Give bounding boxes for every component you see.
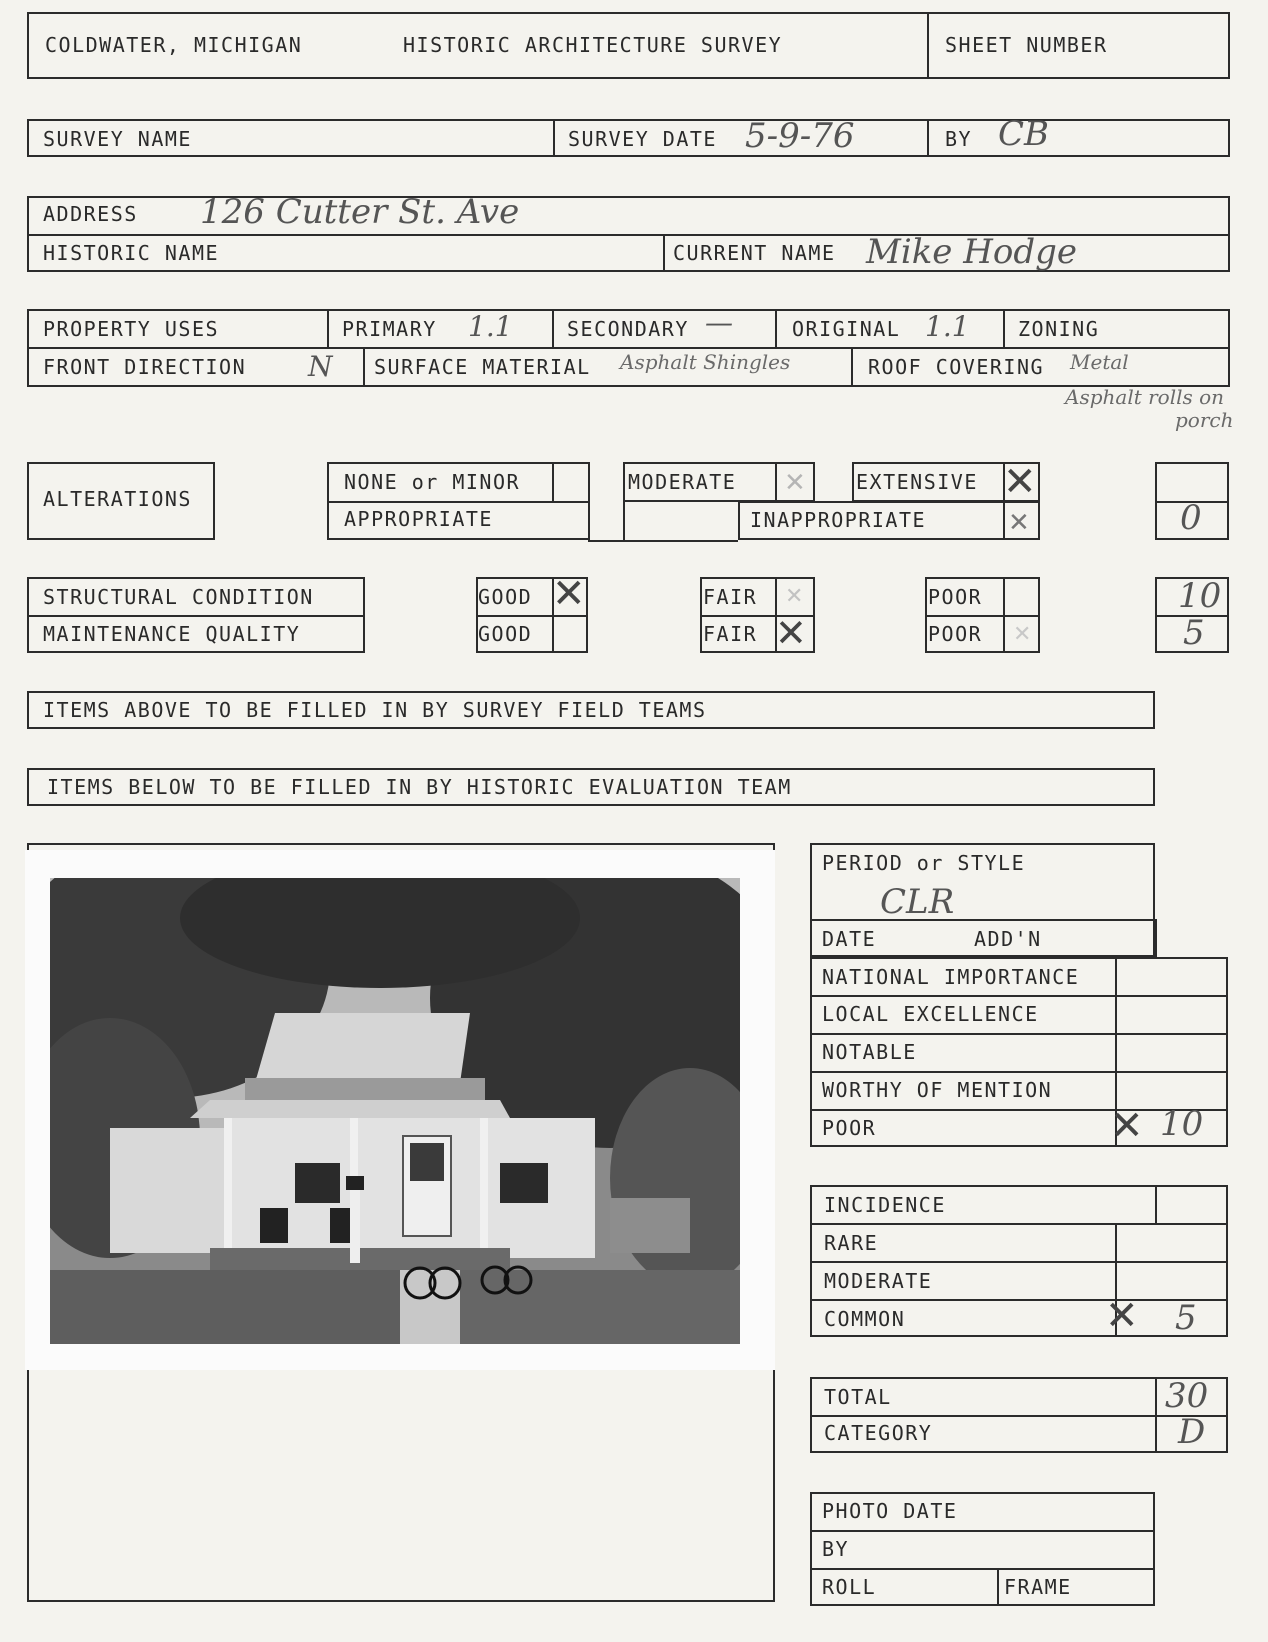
moderate-label: MODERATE: [628, 470, 737, 494]
extensive-check: ✕: [1003, 459, 1037, 505]
primary-label: PRIMARY: [342, 317, 437, 341]
survey-date-value: 5-9-76: [745, 116, 855, 156]
eval-poor-score: 10: [1160, 1104, 1204, 1144]
items-below-note: ITEMS BELOW TO BE FILLED IN BY HISTORIC EVALUATION TEAM: [47, 775, 792, 799]
total-label: TOTAL: [824, 1385, 892, 1409]
alterations-label: ALTERATIONS: [43, 487, 192, 511]
maintenance-good-label: GOOD: [478, 622, 533, 646]
historic-name-label: HISTORIC NAME: [43, 241, 220, 265]
roof-note-line-2: porch: [1175, 408, 1234, 432]
worthy-of-mention-label: WORTHY OF MENTION: [822, 1078, 1053, 1102]
appropriate-label: APPROPRIATE: [344, 507, 493, 531]
survey-name-label: SURVEY NAME: [43, 127, 192, 151]
maintenance-score: 5: [1183, 613, 1205, 653]
original-label: ORIGINAL: [792, 317, 901, 341]
eval-poor-label: POOR: [822, 1116, 877, 1140]
total-value: 30: [1165, 1376, 1209, 1416]
address-value: 126 Cutter St. Ave: [200, 192, 520, 232]
city-label: COLDWATER, MICHIGAN: [45, 33, 303, 57]
incidence-moderate-label: MODERATE: [824, 1269, 933, 1293]
period-style-value: CLR: [880, 882, 955, 922]
structural-fair-check: ✕: [785, 584, 804, 609]
maintenance-poor-label: POOR: [928, 622, 983, 646]
structural-condition-label: STRUCTURAL CONDITION: [43, 585, 314, 609]
house-photo-image: [50, 878, 740, 1344]
moderate-check: ✕: [784, 468, 806, 498]
roof-covering-label: ROOF COVERING: [868, 355, 1045, 379]
eval-poor-check: ✕: [1110, 1103, 1144, 1149]
property-uses-label: PROPERTY USES: [43, 317, 220, 341]
primary-value: 1.1: [468, 310, 513, 343]
zoning-label: ZONING: [1018, 317, 1100, 341]
items-above-note: ITEMS ABOVE TO BE FILLED IN BY SURVEY FIELD TEAMS: [43, 698, 707, 722]
common-score: 5: [1175, 1298, 1197, 1338]
structural-poor-label: POOR: [928, 585, 983, 609]
extensive-label: EXTENSIVE: [856, 470, 978, 494]
sheet-number-label: SHEET NUMBER: [945, 33, 1108, 57]
roof-covering-value: Metal: [1070, 350, 1129, 374]
notable-label: NOTABLE: [822, 1040, 917, 1064]
structural-good-label: GOOD: [478, 585, 533, 609]
secondary-value: —: [705, 306, 733, 339]
frame-label: FRAME: [1004, 1575, 1072, 1599]
secondary-label: SECONDARY: [567, 317, 689, 341]
maintenance-fair-label: FAIR: [703, 622, 758, 646]
roof-note-line-1: Asphalt rolls on: [1065, 385, 1225, 409]
rare-label: RARE: [824, 1231, 879, 1255]
national-importance-label: NATIONAL IMPORTANCE: [822, 965, 1080, 989]
maintenance-poor-check: ✕: [1013, 622, 1032, 647]
category-label: CATEGORY: [824, 1421, 933, 1445]
structural-good-check: ✕: [552, 571, 586, 617]
front-direction-label: FRONT DIRECTION: [43, 355, 247, 379]
category-value: D: [1178, 1412, 1206, 1452]
inappropriate-check: ✕: [1008, 508, 1030, 538]
maintenance-fair-check: ✕: [775, 611, 807, 655]
current-name-label: CURRENT NAME: [673, 241, 836, 265]
common-label: COMMON: [824, 1307, 906, 1331]
period-style-label: PERIOD or STYLE: [822, 851, 1026, 875]
photo-date-label: PHOTO DATE: [822, 1499, 958, 1523]
alterations-score: 0: [1180, 498, 1202, 538]
survey-date-label: SURVEY DATE: [568, 127, 717, 151]
addn-label: ADD'N: [974, 927, 1042, 951]
original-value: 1.1: [925, 310, 970, 343]
structural-fair-label: FAIR: [703, 585, 758, 609]
front-direction-value: N: [308, 350, 333, 383]
structural-score: 10: [1178, 576, 1222, 616]
incidence-label: INCIDENCE: [824, 1193, 946, 1217]
survey-by-label: BY: [945, 127, 973, 151]
surface-material-label: SURFACE MATERIAL: [374, 355, 591, 379]
surface-material-value: Asphalt Shingles: [620, 350, 791, 374]
roll-label: ROLL: [822, 1575, 877, 1599]
eval-date-label: DATE: [822, 927, 877, 951]
current-name-value: Mike Hodge: [866, 232, 1077, 272]
none-minor-label: NONE or MINOR: [344, 470, 521, 494]
survey-by-value: CB: [998, 114, 1049, 154]
inappropriate-label: INAPPROPRIATE: [750, 508, 927, 532]
common-check: ✕: [1105, 1293, 1139, 1339]
address-label: ADDRESS: [43, 202, 138, 226]
form-title: HISTORIC ARCHITECTURE SURVEY: [403, 33, 783, 57]
local-excellence-label: LOCAL EXCELLENCE: [822, 1002, 1039, 1026]
house-photograph: [50, 878, 740, 1344]
maintenance-quality-label: MAINTENANCE QUALITY: [43, 622, 301, 646]
photo-by-label: BY: [822, 1537, 850, 1561]
